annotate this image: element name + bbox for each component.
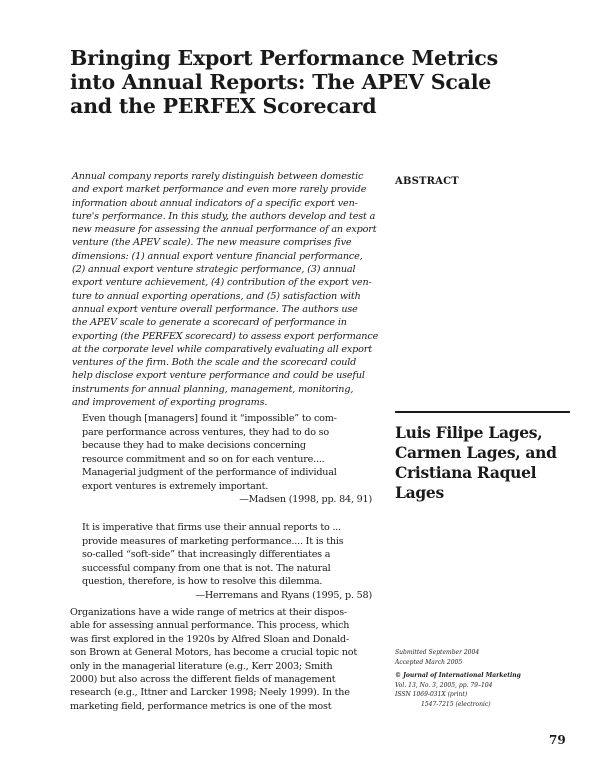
abstract-line: ventures of the firm. Both the scale and the scorecard could [72, 357, 357, 369]
abstract-line: instruments for annual planning, management, monitoring, [72, 383, 354, 395]
submitted-date: Submitted September 2004 [395, 649, 480, 656]
page-number: 79 [549, 733, 566, 747]
abstract-text [72, 170, 379, 409]
body-line: research (e.g., Ittner and Larcker 1998; Neely 1999). In the [70, 687, 350, 699]
body-paragraph [70, 606, 372, 713]
abstract-line: venture (the APEV scale). The new measure comprises five [72, 237, 352, 249]
abstract-line: at the corporate level while comparatively evaluating all export [72, 343, 372, 355]
abstract-line: (2) annual export venture strategic performance, (3) annual [72, 264, 356, 276]
quote-line: It is imperative that firms use their annual reports to ... [82, 522, 341, 533]
volume-info: Vol. 13, No. 3, 2005, pp. 79–104 [395, 681, 493, 689]
abstract-line: help disclose export venture performance and could be useful [72, 370, 365, 382]
body-line: Organizations have a wide range of metrics at their dispos- [70, 607, 347, 618]
body-line: son Brown at General Motors, has become a crucial topic not [70, 647, 357, 659]
body-line: 2000) but also across the different fields of management [70, 674, 336, 686]
quote-attribution: —Madsen (1998, pp. 84, 91) [239, 494, 372, 505]
author-names [395, 423, 557, 503]
abstract-heading: ABSTRACT [395, 176, 459, 187]
abstract-line: the APEV scale to generate a scorecard of performance in [72, 317, 347, 329]
quote-line: successful company from one that is not. The natural [82, 562, 331, 574]
abstract-line: ture to annual exporting operations, and (5) satisfaction with [72, 290, 361, 302]
epigraph-quote-madsen [82, 412, 372, 507]
title-line: and the PERFEX Scorecard [70, 94, 377, 118]
quote-line: provide measures of marketing performance.... It is this [82, 535, 344, 547]
abstract-line: export venture achievement, (4) contribution of the export ven- [72, 277, 372, 289]
abstract-line: exporting (the PERFEX scorecard) to assess export performance [72, 330, 379, 342]
quote-line: export ventures is extremely important. [82, 480, 269, 492]
abstract-line: new measure for assessing the annual performance of an export [72, 224, 377, 236]
abstract-line: ture's performance. In this study, the authors develop and test a [72, 210, 376, 222]
abstract-line: annual export venture overall performance. The authors use [72, 303, 358, 315]
quote-attribution: —Herremans and Ryans (1995, p. 58) [195, 589, 372, 601]
quote-line: so-called “soft-side” that increasingly differentiates a [82, 549, 331, 560]
body-line: marketing field, performance metrics is one of the most [70, 700, 332, 712]
title-line: Bringing Export Performance Metrics [70, 46, 498, 70]
abstract-line: dimensions: (1) annual export venture financial performance, [72, 250, 363, 262]
quote-line: because they had to make decisions concerning [82, 440, 306, 451]
abstract-line: Annual company reports rarely distinguish between domestic [72, 171, 364, 182]
issn-print: ISSN 1069-031X (print) [395, 691, 468, 699]
quote-line: Even though [managers] found it “impossible” to com- [82, 413, 337, 424]
author-line: Cristiana Raquel [395, 463, 537, 482]
author-line: Luis Filipe Lages, [395, 423, 543, 442]
quote-line: Managerial judgment of the performance of individual [82, 467, 337, 478]
body-line: only in the managerial literature (e.g., Kerr 2003; Smith [70, 660, 333, 672]
accepted-date: Accepted March 2005 [395, 658, 463, 666]
body-line: was first explored in the 1920s by Alfred Sloan and Donald- [70, 633, 349, 645]
quote-line: pare performance across ventures, they had to do so [82, 426, 329, 438]
title-line: into Annual Reports: The APEV Scale [70, 70, 492, 94]
quote-line: resource commitment and so on for each venture.... [82, 453, 325, 465]
journal-name: © Journal of International Marketing [395, 672, 521, 680]
body-line: able for assessing annual performance. This process, which [70, 620, 350, 632]
epigraph-quote-herremans [82, 521, 372, 602]
author-line: Carmen Lages, and [395, 443, 557, 462]
publication-info [395, 648, 521, 710]
quote-line: question, therefore, is how to resolve this dilemma. [82, 576, 323, 587]
issn-electronic: 1547-7215 (electronic) [421, 700, 491, 708]
abstract-line: and export market performance and even more rarely provide [72, 184, 367, 196]
article-title [70, 46, 540, 118]
author-divider [395, 411, 570, 413]
abstract-line: information about annual indicators of a specific export ven- [72, 197, 358, 209]
author-line: Lages [395, 483, 444, 502]
abstract-line: and improvement of exporting programs. [72, 397, 268, 409]
